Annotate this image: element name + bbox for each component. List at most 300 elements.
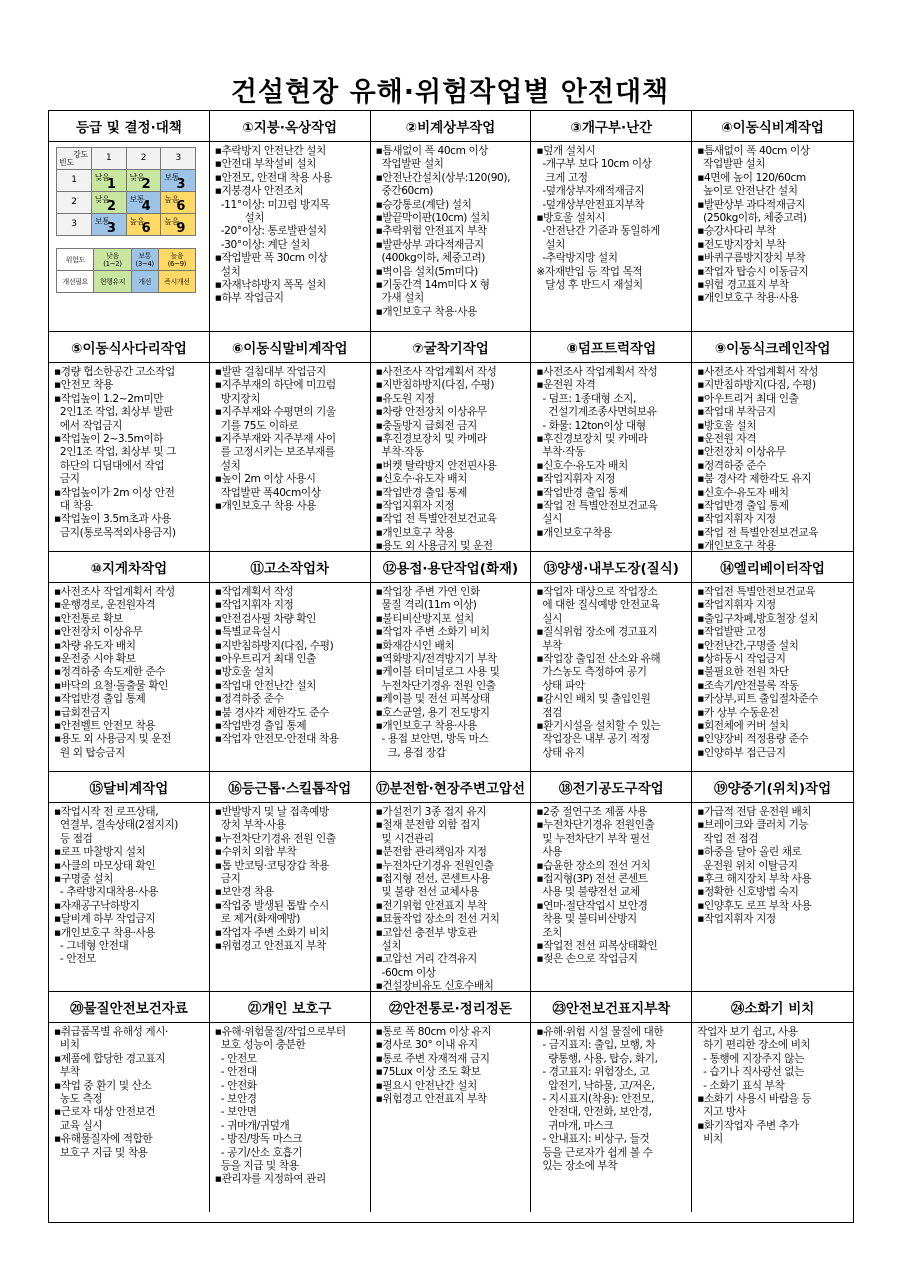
- measure-line: ▪개인보호구 착용·사용: [697, 292, 799, 305]
- matrix-cell: [161, 170, 196, 192]
- legend-label: 위험도: [57, 249, 94, 271]
- section-body: [371, 803, 532, 992]
- measure-line: 누전차단기경유 전원 인출: [375, 679, 496, 692]
- measure-line: ▪젖은 손으로 작업금지: [536, 953, 638, 966]
- measure-line: ▪작업자 대상으로 작업장소: [536, 586, 658, 598]
- section-body: [371, 363, 532, 552]
- section-header: ⑮달비계작업: [49, 772, 210, 803]
- section-header: ⑫용접·용단작업(화재): [371, 552, 532, 583]
- measure-line: 2인1조 작업, 최상부 발판: [54, 406, 173, 419]
- measure-line: ▪개인보호구 착용: [375, 526, 455, 539]
- measure-line: ▪화기작업자 주변 추가: [697, 1119, 799, 1132]
- measure-line: 작업자 보기 쉽고, 사용: [697, 1026, 798, 1038]
- section-header: ⑧덤프트럭작업: [531, 332, 692, 363]
- measure-line: 건설기계조종사면허보유: [536, 406, 657, 419]
- measure-line: ▪바닥의 요철·돌출물 확인: [54, 679, 169, 692]
- measure-line: ▪안전장치 이상유무: [697, 446, 786, 459]
- measure-line: ▪작업중 발생된 톱밥 수시: [214, 899, 329, 912]
- measure-line: ▪불티비산방지포 설치: [375, 612, 474, 625]
- measure-line: 지고 방사: [697, 1106, 746, 1119]
- measure-line: ▪운전원 자격: [697, 433, 757, 446]
- matrix-cell-risk: 낮음: [94, 173, 110, 182]
- measure-line: ▪지반침하방지(다짐, 수평): [214, 639, 334, 652]
- measure-line: 설치: [536, 238, 565, 251]
- section-body: [49, 583, 210, 772]
- measure-line: - 소화기 표식 부착: [697, 1079, 785, 1092]
- measure-line: 하기 편리한 장소에 비치: [697, 1039, 811, 1052]
- measure-line: ▪누전차단기경유 전원 인출: [214, 832, 336, 845]
- measure-line: ▪관리자를 지정하여 관리: [214, 1173, 326, 1186]
- measure-line: ▪작업 전 특별안전보건교육: [697, 526, 819, 539]
- measure-line: (250kg이하, 체중고려): [697, 212, 807, 225]
- matrix-cell-value: 9: [176, 220, 185, 236]
- measure-line: ▪차량 안전장치 이상유무: [375, 406, 487, 419]
- measure-line: ▪상하동시 작업금지: [697, 653, 786, 666]
- measure-line: ▪신호수·유도자 배치: [697, 486, 789, 499]
- measure-line: -11°이상: 미끄럼 방지목: [214, 198, 330, 211]
- measure-line: ▪작업지휘자 지정: [697, 599, 776, 612]
- measure-line: - 보안면: [214, 1106, 257, 1119]
- measure-line: ▪안전벨트 안전모 착용: [54, 720, 156, 733]
- measure-line: ▪전도방지장치 부착: [697, 238, 786, 251]
- measure-line: ▪2중 절연구조 제품 사용: [536, 806, 647, 818]
- measure-line: ▪로프 마찰방지 설치: [54, 846, 146, 859]
- section-header: ⑯등근톱·스킬톱작업: [210, 772, 371, 803]
- measure-line: 크게 고정: [536, 171, 588, 184]
- measure-line: ▪출입구차폐,방호철장 설치: [697, 612, 819, 625]
- measure-line: ▪안전난간,구명줄 설치: [697, 639, 799, 652]
- measure-line: ▪하부 작업금지: [214, 292, 284, 305]
- measure-line: ▪호스균열, 용기 전도방지: [375, 706, 490, 719]
- measure-line: -개구부 보다 10cm 이상: [536, 158, 652, 171]
- measure-line: ▪가설전기 3종 접지 유지: [375, 806, 487, 818]
- section-header: ①지붕·옥상작업: [210, 111, 371, 142]
- measure-line: ▪바퀴구름방지장치 부착: [697, 252, 806, 265]
- section-body: [531, 1023, 692, 1212]
- measure-line: ▪작업대 부착금지: [697, 406, 776, 419]
- measure-line: ▪개인보호구착용: [536, 526, 613, 539]
- measure-line: ▪작업지휘자 지정: [536, 473, 615, 486]
- measure-line: ▪개인보호구 착용·사용: [375, 720, 477, 733]
- measure-line: - 안전대: [214, 1066, 257, 1079]
- section-body: [531, 363, 692, 552]
- section-header: ⑱전기공도구작업: [531, 772, 692, 803]
- matrix-cell-risk: 높음: [164, 217, 179, 226]
- measure-line: ▪승강사다리 부착: [697, 225, 776, 238]
- measure-line: - 추락방지대착용·사용: [54, 886, 158, 899]
- measure-line: ▪보안경 착용: [214, 886, 274, 899]
- measure-line: ▪정격하중 준수: [697, 459, 766, 472]
- measure-line: ▪회전체에 커버 설치: [697, 720, 789, 733]
- section-body: [531, 142, 692, 332]
- matrix-intensity-label: 강도: [73, 150, 88, 159]
- matrix-cell: [126, 214, 161, 236]
- measure-line: ▪발판상부 과다적재금지: [697, 198, 806, 211]
- section-header: ⑦굴착기작업: [371, 332, 532, 363]
- measure-line: 등을 지급 및 착용: [214, 1160, 299, 1173]
- measure-line: 원 외 탑승금지: [54, 746, 125, 759]
- measure-line: ▪카 상부 수동운전: [697, 706, 779, 719]
- measure-line: ※자재반입 등 작업 목적: [536, 265, 643, 278]
- measure-line: ▪통로 폭 80cm 이상 유지: [375, 1026, 492, 1038]
- measure-line: ▪작업계획서 작성: [214, 586, 294, 598]
- measure-line: 상태 유지: [536, 746, 585, 759]
- measure-line: ▪안전모, 안전대 착용 사용: [214, 171, 332, 184]
- section-body: [210, 583, 371, 772]
- measure-line: ▪하중을 달아 올린 채로: [697, 846, 802, 859]
- measure-line: - 덤프: 1종대형 소지,: [536, 392, 636, 405]
- measure-line: ▪기둥간격 14m미다 X 형: [375, 279, 490, 292]
- measure-line: ▪소화기 사용시 바람을 등: [697, 1093, 812, 1106]
- measure-line: ▪케이블 및 전선 피복상태: [375, 693, 490, 706]
- matrix-cell-value: 3: [106, 220, 116, 236]
- measure-line: ▪개인보호구 착용: [697, 540, 776, 552]
- section-body: [210, 1023, 371, 1212]
- measure-line: 사용 및 불량전선 교체: [536, 886, 640, 899]
- measure-line: ▪묘듈작업 장소의 전선 거치: [375, 913, 500, 926]
- matrix-row-header: 3: [57, 214, 92, 236]
- measure-line: ▪버켓 탈락방지 안전핀사용: [375, 459, 497, 472]
- section-body: [49, 363, 210, 552]
- measure-line: 금지: [54, 473, 80, 486]
- measure-line: ▪인양후도 로프 부착 사용: [697, 899, 812, 912]
- measure-line: ▪작업반경 출입 통제: [536, 486, 628, 499]
- measure-line: 물질 격리(11m 이상): [375, 599, 477, 612]
- measure-line: 귀마개, 마스크: [536, 1119, 614, 1132]
- measure-line: ▪건설장비유도 신호수배치: [375, 980, 494, 992]
- measure-line: 실시: [536, 612, 562, 625]
- measure-line: ▪작업자 주변 소화기 비치: [375, 626, 490, 639]
- measure-line: - 방진/방독 마스크: [214, 1133, 303, 1146]
- measure-line: ▪작업발판 고정: [697, 626, 766, 639]
- measure-line: - 공기/산소 호흡기: [214, 1146, 303, 1159]
- measure-line: ▪용도 외 사용금지 및 운전: [54, 733, 171, 746]
- measure-line: ▪아우트리거 최대 인출: [697, 392, 799, 405]
- measure-line: 부착: [536, 639, 562, 652]
- section-body: [692, 583, 853, 772]
- measure-line: ▪작업시작 전 로프상태,: [54, 806, 159, 818]
- measure-line: - 통행에 지장주지 않는: [697, 1052, 804, 1065]
- measure-line: ▪지붕경사 안전조치: [214, 185, 304, 198]
- measure-line: ▪개인보호구 착용·사용: [375, 305, 477, 318]
- measure-line: ▪작업대 안전난간 설치: [214, 679, 317, 692]
- legend-label: 개선필요: [57, 271, 94, 293]
- measure-line: ▪작업높이 1.2~2m미만: [54, 392, 164, 405]
- section-header: ⑪고소작업차: [210, 552, 371, 583]
- measure-line: ▪신호수·유도자 배치: [375, 473, 467, 486]
- measure-line: ▪아우트리거 최대 인출: [214, 653, 317, 666]
- matrix-cell-risk: 보통: [129, 195, 145, 204]
- measure-line: ▪지반침하방지(다짐, 수평): [375, 379, 495, 392]
- measure-line: 부착·작동: [536, 446, 585, 459]
- measure-line: ▪위험경고 안전표지 부착: [375, 1093, 487, 1106]
- measure-line: ▪케이블 터미널로그 사용 및: [375, 666, 500, 679]
- measure-line: ▪자재공구낙하방지: [54, 899, 140, 912]
- section-header: ③개구부·난간: [531, 111, 692, 142]
- measure-line: ▪질식위험 장소에 경고표지: [536, 626, 658, 639]
- risk-matrix: [56, 147, 196, 236]
- measure-line: - 용접 보안면, 방독 마스: [375, 733, 489, 746]
- measure-line: ▪작업높이 3.5m초과 사용: [54, 513, 171, 526]
- measure-line: - 안전모: [214, 1052, 257, 1065]
- section-header: ⑩지게차작업: [49, 552, 210, 583]
- measure-line: ▪75Lux 이상 조도 확보: [375, 1066, 481, 1079]
- measure-line: 중간60cm): [375, 185, 433, 198]
- measure-line: ▪방호울 설치시: [536, 212, 606, 225]
- measure-line: 보호 성능이 충분한: [214, 1039, 306, 1052]
- measure-line: - 그네형 안전대: [54, 940, 129, 953]
- matrix-cell-risk: 보통: [94, 217, 110, 226]
- measure-line: ▪발판 걸침대부 작업금지: [214, 366, 326, 378]
- measure-line: ▪작업 전 특별안전보건교육: [536, 500, 658, 513]
- matrix-col-header: 1: [91, 148, 126, 170]
- measure-line: ▪작업높이 2~3.5m이하: [54, 433, 164, 446]
- measure-line: 를 고정시키는 보조부재를: [214, 446, 335, 459]
- measure-line: ▪안전모 착용: [54, 379, 113, 392]
- measure-line: ▪작업전 특별안전보건교육: [697, 586, 816, 598]
- measure-line: 달성 후 반드시 재설치: [536, 279, 643, 292]
- measure-line: ▪유해물질자에 적합한: [54, 1133, 153, 1146]
- measure-line: ▪승강통로(계단) 설치: [375, 198, 472, 211]
- matrix-cell-risk: 보통: [164, 173, 179, 182]
- measure-line: ▪안전검사필 차량 확인: [214, 612, 317, 625]
- section-header: ㉒안전통로·정리정돈: [371, 992, 532, 1023]
- measure-line: 조치: [536, 926, 562, 939]
- measure-line: ▪붐 경사각 제한각도 유지: [697, 473, 812, 486]
- section-header: ㉑개인 보호구: [210, 992, 371, 1023]
- section-body: [49, 803, 210, 992]
- measure-line: ▪환기시설을 설치할 수 있는: [536, 720, 661, 733]
- measure-line: ▪작업반경 출입 통제: [54, 693, 146, 706]
- section-body: [692, 1023, 853, 1212]
- matrix-cell-risk: 높음: [164, 195, 179, 204]
- measure-line: ▪작업전 전선 피복상태확인: [536, 940, 658, 953]
- measure-line: - 보안경: [214, 1093, 257, 1106]
- measure-line: 설치: [375, 940, 402, 953]
- section-header: ⑥이동식말비계작업: [210, 332, 371, 363]
- measure-line: ▪취급품목별 유해성 게시·: [54, 1026, 169, 1038]
- legend-cell: 현행유지: [94, 271, 131, 293]
- safety-measures-table: [48, 110, 854, 1223]
- measure-line: ▪개인보호구 착용 사용: [214, 500, 317, 513]
- section-body: [210, 363, 371, 552]
- measure-line: ▪지반침하방지(다짐, 수평): [697, 379, 816, 392]
- measure-line: 점검: [536, 706, 562, 719]
- matrix-cell-value: 2: [141, 176, 151, 192]
- measure-line: ▪작업 중 환기 및 산소: [54, 1079, 152, 1092]
- measure-line: 작업 전 점검: [697, 832, 759, 845]
- measure-line: ▪안전대 부착설비 설치: [214, 158, 317, 171]
- measure-line: ▪분전함 관리책임자 지정: [375, 846, 487, 859]
- measure-line: ▪연마·절단작업시 보안경: [536, 899, 648, 912]
- measure-line: ▪후진경보장치 및 카메라: [536, 433, 648, 446]
- measure-line: 설치: [214, 459, 241, 472]
- measure-line: ▪수위치 외함 부착: [214, 846, 297, 859]
- section-body: [371, 142, 532, 332]
- measure-line: ▪덮개 설치시: [536, 145, 596, 157]
- measure-line: ▪지주부재와 수평면의 기울: [214, 406, 336, 419]
- measure-line: ▪작업높이가 2m 이상 안전: [54, 486, 175, 499]
- matrix-cell-value: 3: [176, 176, 185, 192]
- measure-line: ▪위험 경고표지 부착: [697, 279, 789, 292]
- measure-line: ▪정격하중 준수: [214, 693, 284, 706]
- matrix-cell-risk: 낮음: [94, 195, 110, 204]
- measure-line: -덮개상부안전표지부착: [536, 198, 645, 211]
- matrix-frequency-label: 빈도: [59, 157, 74, 167]
- section-header: ⑲양중기(위치)작업: [692, 772, 853, 803]
- measure-line: ▪카상부,피트 출입절차준수: [697, 693, 819, 706]
- measure-line: ▪통로 주변 자재적재 금지: [375, 1052, 490, 1065]
- measure-line: ▪필요시 안전난간 설치: [375, 1079, 477, 1092]
- measure-line: 보호구 지급 및 착용: [54, 1146, 148, 1159]
- measure-line: 가새 설치: [375, 292, 424, 305]
- measure-line: ▪방호울 설치: [214, 666, 274, 679]
- measure-line: ▪사전조사 작업계획서 작성: [536, 366, 658, 378]
- matrix-cell: [161, 214, 196, 236]
- measure-line: - 안내표지: 비상구, 들것: [536, 1133, 650, 1146]
- measure-line: ▪정확한 신호방법 숙지: [697, 886, 799, 899]
- measure-line: ▪작업지휘자 지정: [375, 500, 455, 513]
- measure-line: -안전난간 기준과 동일하게: [536, 225, 660, 238]
- measure-line: ▪감시인 배치 및 출입인원: [536, 693, 651, 706]
- measure-line: ▪반발방지 및 날 접촉예방: [214, 806, 329, 818]
- measure-line: 안전대, 안전화, 보안경,: [536, 1106, 652, 1119]
- measure-line: 금지: [214, 873, 241, 886]
- measure-line: - 경고표지: 위험장소, 고: [536, 1066, 650, 1079]
- measure-line: ▪안전난간설치(상부:120(90),: [375, 171, 511, 184]
- section-header: ⑳물질안전보건자료: [49, 992, 210, 1023]
- measure-line: 부착·작동: [375, 446, 424, 459]
- measure-line: ▪안전장치 이상유무: [54, 626, 143, 639]
- measure-line: ▪특별교육실시: [214, 626, 281, 639]
- section-body: [531, 583, 692, 772]
- measure-line: ▪근로자 대상 안전보건: [54, 1106, 156, 1119]
- section-body: [692, 142, 853, 332]
- measure-line: - 안전모: [54, 953, 96, 966]
- measure-line: 대 착용: [54, 500, 93, 513]
- measure-line: ▪역화방지/전격방지기 부착: [375, 653, 497, 666]
- measure-line: 금지(통로목적외사용금지): [54, 526, 176, 539]
- measure-line: ▪사전조사 작업계획서 작성: [375, 366, 497, 378]
- measure-line: 농도 측정: [54, 1093, 103, 1106]
- measure-line: ▪철재 분전함 외함 접지: [375, 819, 480, 832]
- measure-line: ▪달비계 하부 작업금지: [54, 913, 156, 926]
- measure-line: ▪제품에 합당한 경고표지: [54, 1052, 166, 1065]
- measure-line: 작업발판 설치: [375, 158, 444, 171]
- matrix-cell-value: 2: [106, 198, 116, 214]
- measure-line: ▪작업반경 출입 통제: [697, 500, 789, 513]
- measure-line: 있는 장소에 부착: [536, 1160, 618, 1173]
- measure-line: 높이로 안전난간 설치: [697, 185, 798, 198]
- matrix-cell-value: 1: [106, 176, 116, 192]
- measure-line: ▪작업장 출입전 산소와 유해: [536, 653, 661, 666]
- measure-line: ▪발판상부 과다적재금지: [375, 238, 484, 251]
- measure-line: ▪고압선 거리 간격유지: [375, 953, 477, 966]
- matrix-cell-risk: 높음: [129, 217, 145, 226]
- measure-line: ▪경량 협소한공간 고소작업: [54, 366, 175, 378]
- measure-line: 착용 및 불티비산방지: [536, 913, 637, 926]
- measure-line: -20°이상: 통로발판설치: [214, 225, 327, 238]
- measure-line: ▪작업발판 폭 30cm 이상: [214, 252, 328, 265]
- measure-line: 량통행, 사용, 탑승, 화기,: [536, 1052, 658, 1065]
- measure-line: ▪누전차단기경유 전원인출: [375, 859, 494, 872]
- measure-line: 작업발판 폭40cm이상: [214, 486, 321, 499]
- matrix-cell: [126, 170, 161, 192]
- measure-line: ▪유해·위험물질/작업으로부터: [214, 1026, 346, 1038]
- matrix-cell: [91, 170, 126, 192]
- measure-line: 가스농도 측정하여 공기: [536, 666, 647, 679]
- section-body: [49, 1023, 210, 1212]
- measure-line: ▪작업지휘자 지정: [697, 513, 776, 526]
- measure-line: - 안전화: [214, 1079, 257, 1092]
- section-body: [692, 363, 853, 552]
- measure-line: -추락방지망 설치: [536, 252, 618, 265]
- measure-line: ▪접지형 전선, 콘센트사용: [375, 873, 490, 886]
- measure-line: ▪불필요한 전원 차단: [697, 666, 789, 679]
- measure-line: ▪추락방지 안전난간 설치: [214, 145, 326, 157]
- measure-line: ▪후진경보장치 및 카메라: [375, 433, 487, 446]
- matrix-cell-value: 6: [176, 198, 185, 214]
- measure-line: 사용: [536, 846, 562, 859]
- measure-line: ▪신호수·유도자 배치: [536, 459, 628, 472]
- measure-line: 및 누전차단기 부착 필선: [536, 832, 650, 845]
- measure-line: ▪추락위험 안전표지 부착: [375, 225, 487, 238]
- measure-line: ▪인양하부 접근금지: [697, 746, 786, 759]
- measure-line: 설치: [214, 265, 241, 278]
- measure-line: ▪급회전금지: [54, 706, 110, 719]
- measure-line: ▪브레이크와 클러치 기능: [697, 819, 809, 832]
- matrix-cell-risk: 낮음: [129, 173, 145, 182]
- section-header: ⑨이동식크레인작업: [692, 332, 853, 363]
- measure-line: ▪사전조사 작업계획서 작성: [54, 586, 175, 598]
- measure-line: ▪작업자 주변 소화기 비치: [214, 926, 329, 939]
- measure-line: - 습기나 직사광선 없는: [697, 1066, 804, 1079]
- measure-line: 2인1조 작업, 최상부 및 그: [54, 446, 176, 459]
- measure-line: 에서 작업금지: [54, 419, 122, 432]
- matrix-cell: [91, 192, 126, 214]
- measure-line: ▪틈새없이 폭 40cm 이상: [697, 145, 810, 157]
- legend-cell: 즉시개선: [158, 271, 195, 293]
- measure-line: ▪누전차단기경유 전원인출: [536, 819, 655, 832]
- section-header: ④이동식비계작업: [692, 111, 853, 142]
- section-body: [49, 142, 210, 332]
- section-body: [210, 803, 371, 992]
- section-header: ②비계상부작업: [371, 111, 532, 142]
- section-header: ⑰분전함·현장주변고압선: [371, 772, 532, 803]
- measure-line: ▪사전조사 작업계획서 작성: [697, 366, 819, 378]
- measure-line: 방지장치: [214, 392, 261, 405]
- measure-line: - 귀마개/귀덮개: [214, 1119, 290, 1132]
- matrix-row-header: 2: [57, 192, 92, 214]
- measure-line: ▪톱 반코팅·코팅장갑 착용: [214, 859, 329, 872]
- section-header: ⑤이동식사다리작업: [49, 332, 210, 363]
- measure-line: 크, 용접 장갑: [375, 746, 446, 759]
- measure-line: ▪경사로 30° 이내 유지: [375, 1039, 478, 1052]
- measure-line: 하단의 디딤대에서 작업: [54, 459, 165, 472]
- section-header: ⑬양생·내부도장(질식): [531, 552, 692, 583]
- matrix-cell-value: 4: [141, 198, 151, 214]
- measure-line: 교육 실시: [54, 1119, 103, 1132]
- matrix-corner: [57, 148, 92, 170]
- measure-line: ▪가급적 전담 운전원 배치: [697, 806, 812, 818]
- measure-line: ▪틈새없이 폭 40cm 이상: [375, 145, 489, 157]
- section-header: ㉓안전보건표지부착: [531, 992, 692, 1023]
- measure-line: ▪4면에 높이 120/60cm: [697, 171, 806, 184]
- measure-line: ▪자재낙하방지 폭목 설치: [214, 279, 326, 292]
- measure-line: 상태 파악: [536, 679, 585, 692]
- measure-line: ▪작업반경 출입 통제: [214, 720, 307, 733]
- measure-line: ▪방호울 설치: [697, 419, 757, 432]
